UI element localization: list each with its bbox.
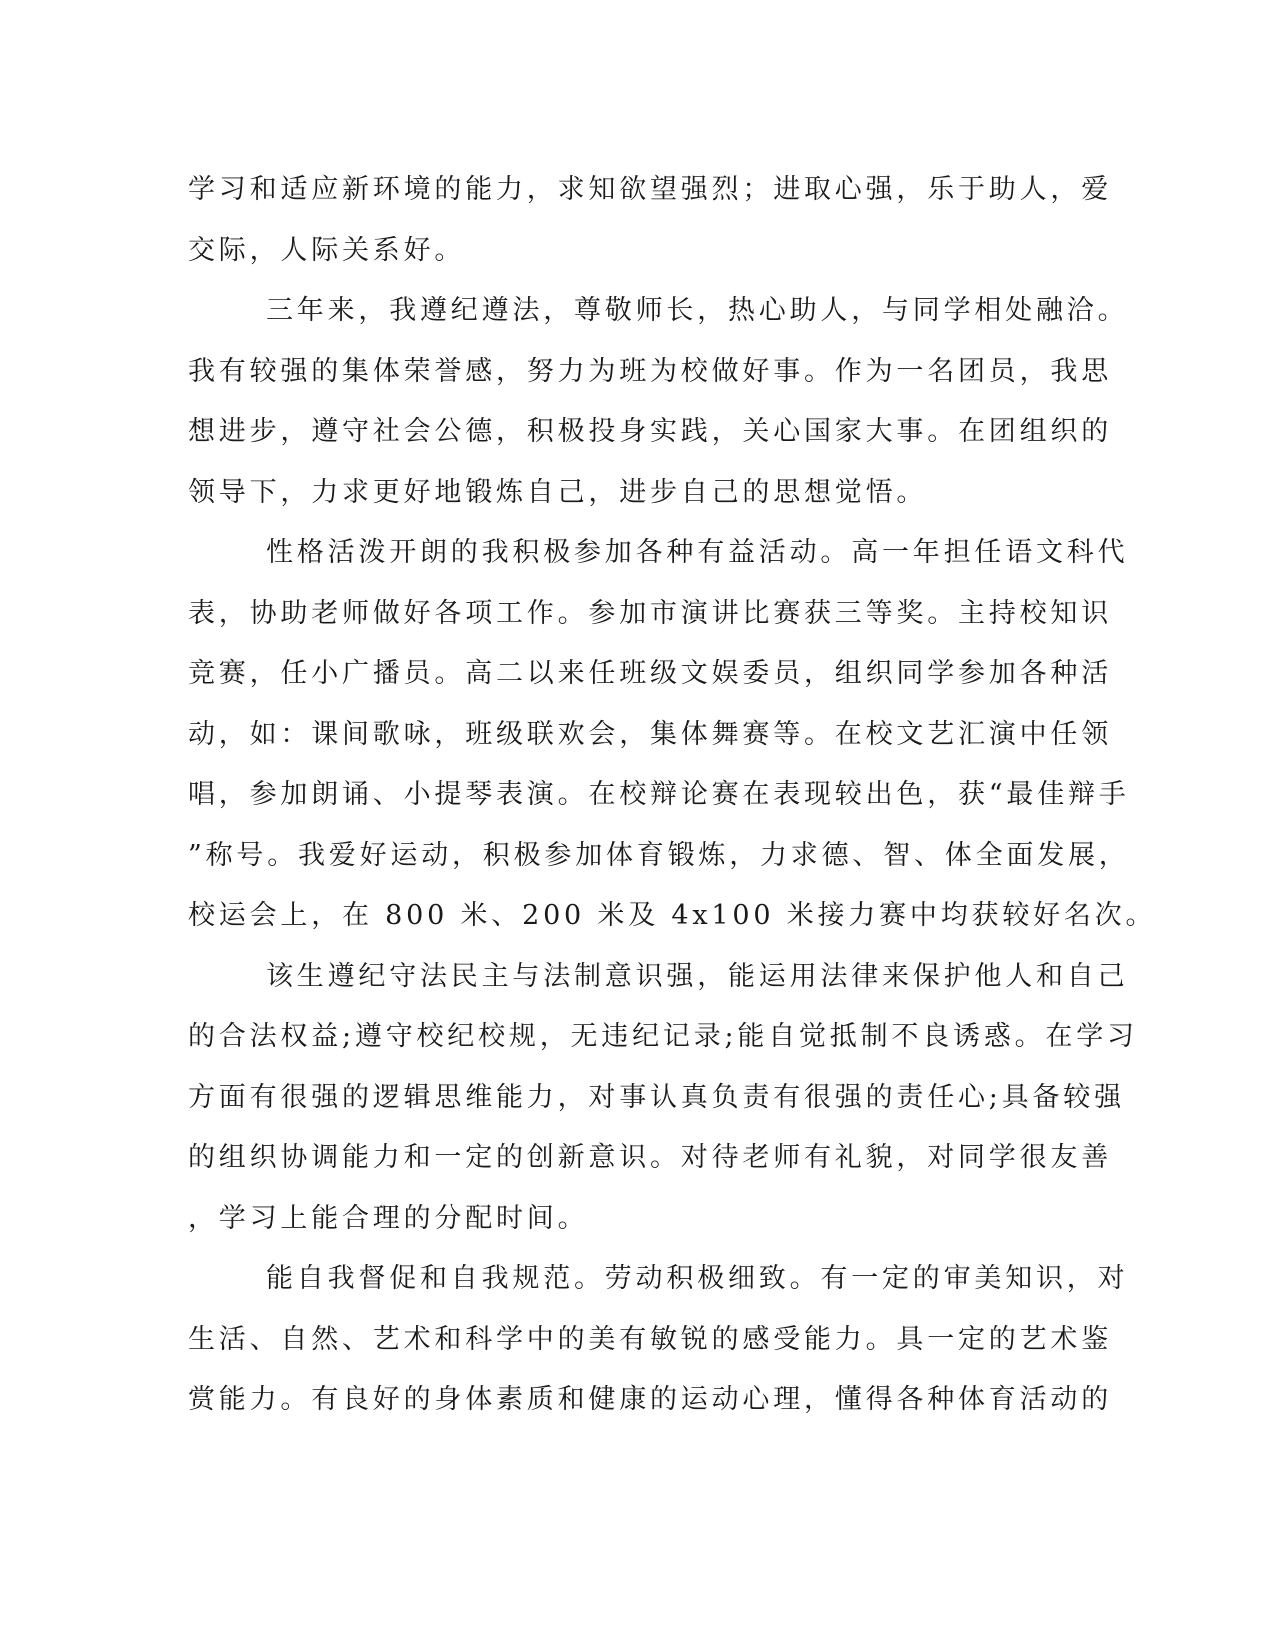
body-text <box>188 160 1157 1431</box>
text-line: 生活、自然、艺术和科学中的美有敏锐的感受能力。具一定的艺术鉴 <box>188 1323 1112 1355</box>
text-line: 我有较强的集体荣誉感，努力为班为校做好事。作为一名团员，我思 <box>188 355 1112 387</box>
text-line: 交际，人际关系好。 <box>188 234 466 266</box>
text-line: 表，协助老师做好各项工作。参加市演讲比赛获三等奖。主持校知识 <box>188 597 1112 629</box>
paragraph-first-line: 三年来，我遵纪遵法，尊敬师长，热心助人，与同学相处融洽。 <box>266 295 1129 326</box>
text-line: ”称号。我爱好运动，积极参加体育锻炼，力求德、智、体全面发展， <box>188 839 1130 871</box>
text-line: 想进步，遵守社会公德，积极投身实践，关心国家大事。在团组织的 <box>188 416 1112 447</box>
paragraph-first-line: 性格活泼开朗的我积极参加各种有益活动。高一年担任语文科代 <box>266 537 1129 568</box>
text-line: 的合法权益;遵守校纪校规，无违纪记录;能自觉抵制不良诱惑。在学习 <box>188 1021 1138 1052</box>
text-line: 学习和适应新环境的能力，求知欲望强烈；进取心强，乐于助人，爱 <box>188 174 1112 205</box>
text-line: 竞赛，任小广播员。高二以来任班级文娱委员，组织同学参加各种活 <box>188 658 1112 689</box>
text-line: 赏能力。有良好的身体素质和健康的运动心理，懂得各种体育活动的 <box>188 1384 1112 1415</box>
text-line: 领导下，力求更好地锻炼自己，进步自己的思想觉悟。 <box>188 476 928 508</box>
text-line: ，学习上能合理的分配时间。 <box>188 1202 589 1234</box>
text-line: 方面有很强的逻辑思维能力，对事认真负责有很强的责任心;具备较强 <box>188 1081 1125 1113</box>
paragraph-first-line: 能自我督促和自我规范。劳动积极细致。有一定的审美知识，对 <box>266 1263 1129 1294</box>
paragraph-first-line: 该生遵纪守法民主与法制意识强，能运用法律来保护他人和自己 <box>266 960 1129 992</box>
text-line: 的组织协调能力和一定的创新意识。对待老师有礼貌，对同学很友善 <box>188 1142 1112 1173</box>
text-line: 校运会上，在 800 米、200 米及 4x100 米接力赛中均获较好名次。 <box>188 900 1157 931</box>
text-line: 唱，参加朗诵、小提琴表演。在校辩论赛在表现较出色，获“最佳辩手 <box>188 779 1130 810</box>
text-line: 动，如：课间歌咏，班级联欢会，集体舞赛等。在校文艺汇演中任领 <box>188 718 1112 750</box>
